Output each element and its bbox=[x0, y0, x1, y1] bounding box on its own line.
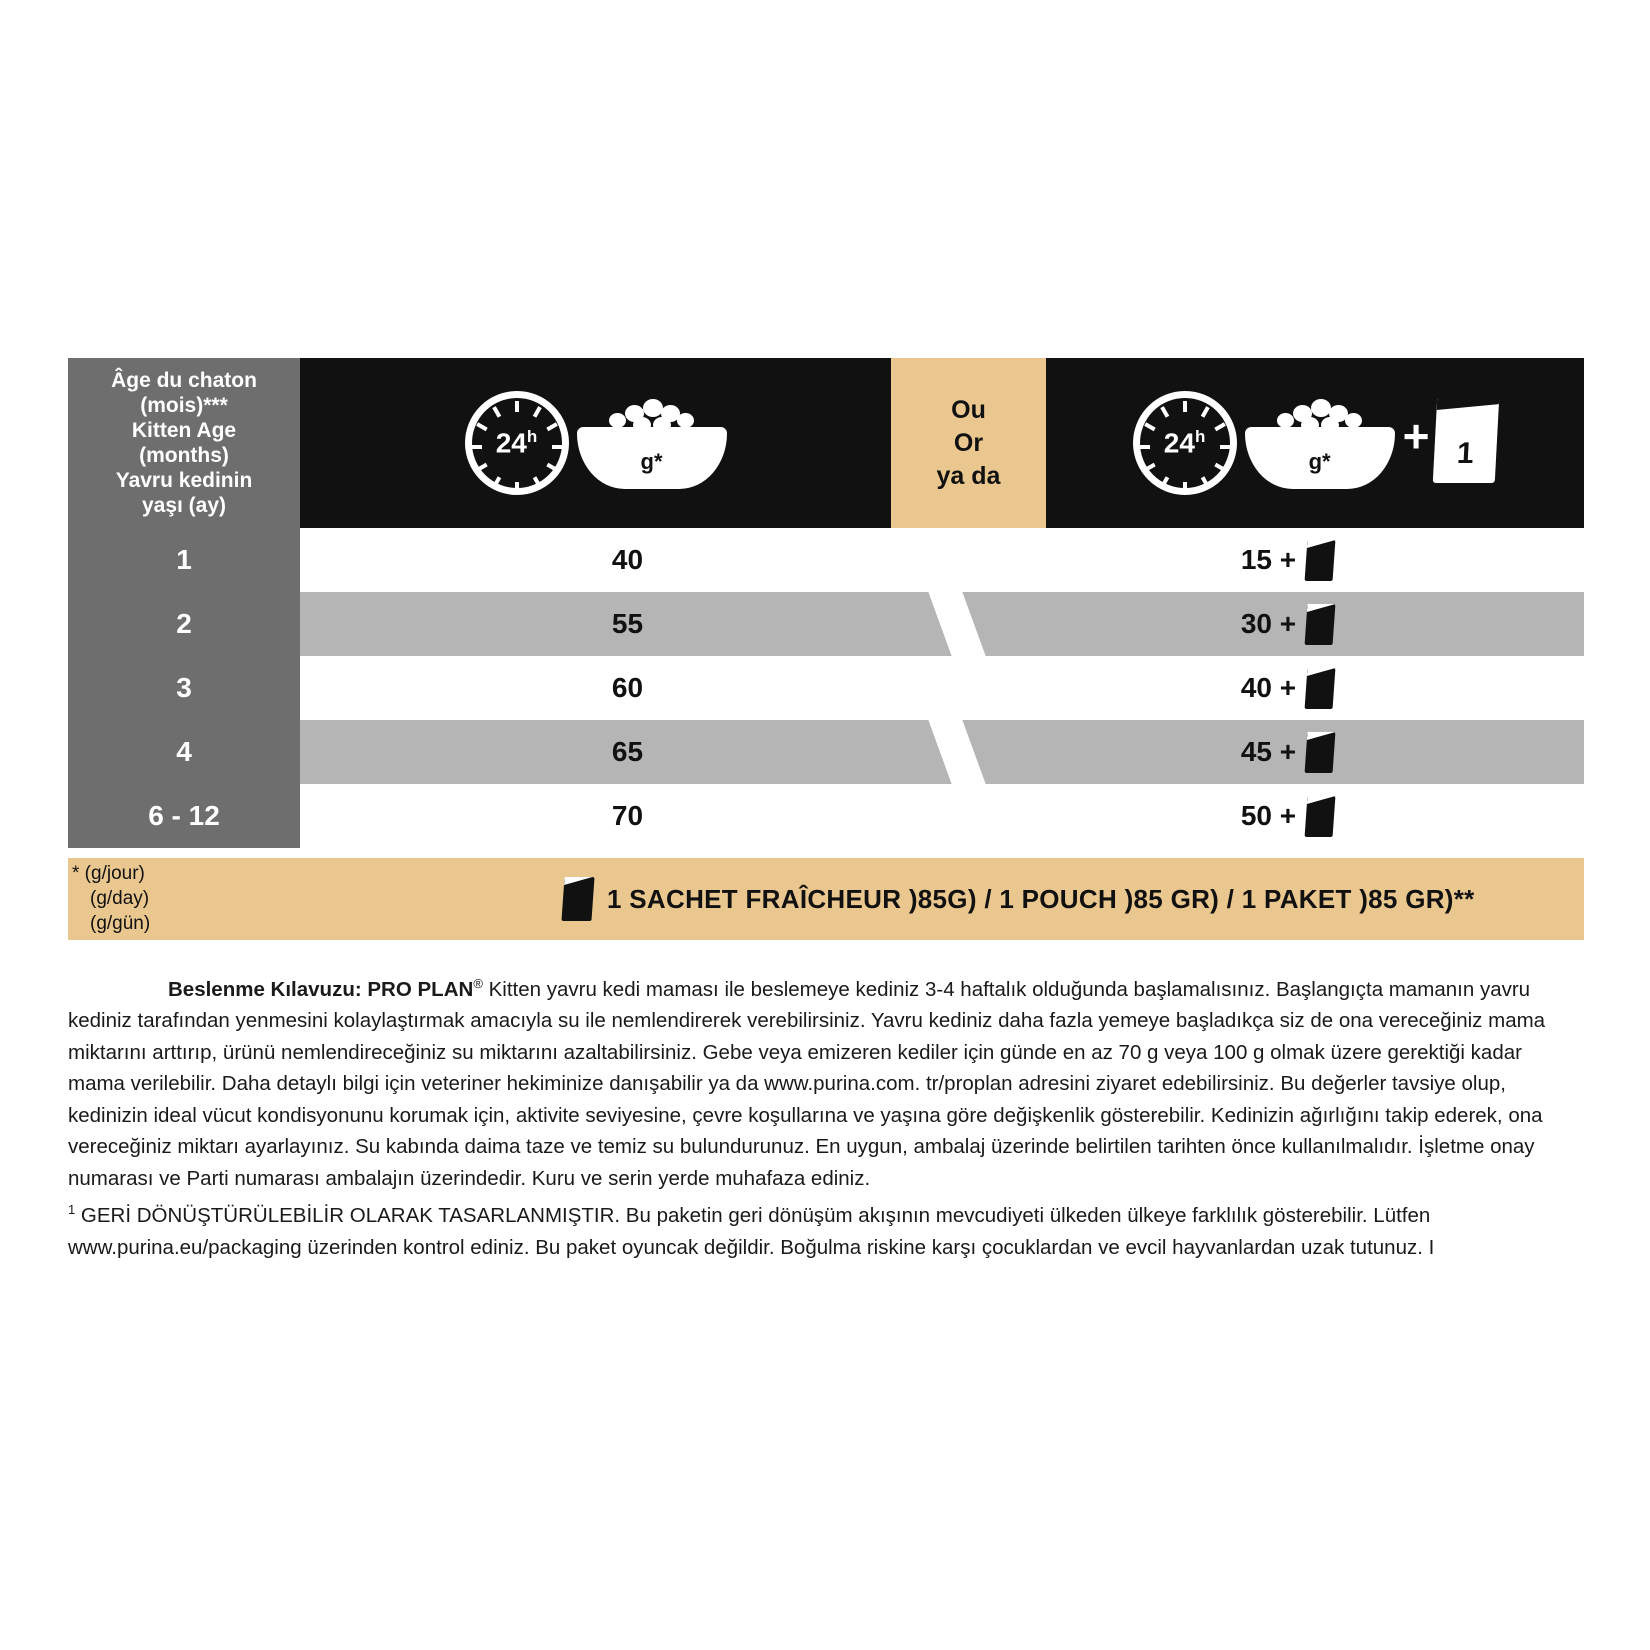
age-header-line-5: Yavru kedinin bbox=[115, 469, 253, 492]
pouch-icon-small bbox=[1305, 796, 1336, 837]
pouch-icon-small bbox=[1305, 540, 1336, 581]
age-cell: 6 - 12 bbox=[148, 800, 220, 831]
age-cell: 1 bbox=[176, 544, 192, 575]
table-body bbox=[300, 528, 1584, 848]
pouch-description bbox=[563, 858, 1475, 940]
bowl-grams-label-2: g* bbox=[1308, 449, 1331, 474]
age-cell: 2 bbox=[176, 608, 192, 639]
clock-hour-suffix: h bbox=[526, 426, 538, 446]
or-label-tr: ya da bbox=[936, 461, 1001, 490]
guide-body-first: Kitten yavru kedi maması ile beslemeye kediniz 3-4 haftalık olduğunda başlamalısınız. Başlangıçta mamanın yavru kediniz tarafından yenmesini kolaylaştırmak amacıyla su ile nemlendirerek verebilirsiniz. Yavru kediniz daha fazla yemeye başladıkça siz de ona vereceğiniz mama miktarını arttırıp, ürünü nemlendireceğiniz su miktarını azaltabilirsiniz. Gebe veya emizeren kediler için günde en az 70 g veya 100 g olmak üzere gerektiği kadar mama verilebilir. Daha detaylı bilgi için veteriner hekiminize danışabilir ya da www.purina.com. tr/proplan adresini ziyaret edebilirsiniz. Bu değerler tavsiye olup, kedinizin ideal vücut kondisyonunu korumak için, aktivite seviyesine, çevre koşullarına ve yaşına göre değişkenlik gösterebilir. Kedinizin ağırlığını takip ederek, ona vereceğiniz miktarı ayarlayınız. Su kabında daima taze ve temiz su bulundurunuz. En uygun, ambalaj üzerinde belirtilen tarihten önce kullanılmalıdır. İşletme onay numarası ve Parti numarası ambalajın üzerindedir. Kuru ve serin yerde muhafaza ediniz. bbox=[68, 977, 1546, 1190]
food-bowl-icon-2 bbox=[1245, 395, 1395, 491]
clock-24h-icon-2 bbox=[1133, 391, 1237, 495]
age-cell: 4 bbox=[176, 736, 192, 767]
pouch-icon-small bbox=[1305, 668, 1336, 709]
mixed-amount-cell bbox=[991, 784, 1584, 848]
age-cell: 3 bbox=[176, 672, 192, 703]
or-label-fr: Ou bbox=[951, 395, 986, 424]
guide-paragraph bbox=[68, 968, 1580, 1263]
table-row bbox=[300, 656, 1584, 720]
food-bowl-icon bbox=[577, 395, 727, 491]
age-column bbox=[68, 358, 300, 848]
grams-unit-footnote bbox=[72, 861, 292, 936]
age-header-line-6: yaşı (ay) bbox=[141, 494, 227, 517]
pouch-icon bbox=[1433, 397, 1500, 483]
registered-mark: ® bbox=[473, 976, 483, 991]
dry-amount-cell: 70 bbox=[611, 800, 644, 831]
clock-24h-icon bbox=[465, 391, 569, 495]
pouch-description-text: 1 SACHET FRAÎCHEUR )85G) / 1 POUCH )85 GR) / 1 PAKET )85 GR)** bbox=[607, 883, 1475, 914]
pouch-count-label: 1 bbox=[1456, 437, 1475, 470]
dry-food-icon-group bbox=[300, 358, 891, 528]
clock-label: 24 bbox=[495, 427, 527, 459]
plus-icon: + bbox=[1402, 410, 1430, 462]
grams-unit-line-2: (g/day) bbox=[90, 888, 150, 909]
dry-amount-cell: 60 bbox=[611, 672, 644, 703]
table-row bbox=[300, 592, 1584, 656]
mixed-amount-cell bbox=[991, 592, 1584, 656]
or-label-en: Or bbox=[953, 428, 984, 457]
bowl-grams-label: g* bbox=[640, 449, 663, 474]
age-header-line-4: (months) bbox=[139, 444, 229, 467]
clock-hour-suffix-2: h bbox=[1194, 426, 1206, 446]
or-column-header bbox=[891, 358, 1046, 528]
guide-body-second: GERİ DÖNÜŞTÜRÜLEBİLİR OLARAK TASARLANMIŞTIR. Bu paketin geri dönüşüm akışının mevcudiyeti ülkeden ülkeye farklılık gösterebilir. Lütfen www.purina.eu/packaging üzerinden kontrol ediniz. Bu paket oyuncak değildir. Boğulma riskine karşı çocuklardan ve evcil hayvanlardan uzak tutunuz. I bbox=[68, 1204, 1435, 1259]
mixed-amount-value: 50 + bbox=[1240, 800, 1297, 831]
grams-unit-line-1: * (g/jour) bbox=[72, 863, 145, 884]
guide-footnote-marker: 1 bbox=[68, 1202, 76, 1218]
mixed-amount-value: 45 + bbox=[1240, 736, 1297, 767]
pouch-footnote-strip bbox=[68, 858, 1584, 940]
mixed-amount-value: 30 + bbox=[1240, 608, 1297, 639]
dry-amount-cell: 65 bbox=[611, 736, 644, 767]
age-header-line-2: (mois)*** bbox=[140, 394, 228, 417]
table-row bbox=[300, 784, 1584, 848]
mixed-amount-value: 15 + bbox=[1240, 544, 1297, 575]
guide-label: Beslenme Kılavuzu: bbox=[168, 977, 362, 1001]
mixed-amount-cell bbox=[991, 656, 1584, 720]
table-row bbox=[300, 720, 1584, 784]
age-header-line-3: Kitten Age bbox=[131, 419, 237, 442]
mixed-feeding-icon-group bbox=[1046, 358, 1584, 528]
dry-amount-cell: 40 bbox=[611, 544, 644, 575]
age-header-line-1: Âge du chaton bbox=[111, 369, 257, 392]
clock-label-2: 24 bbox=[1163, 427, 1195, 459]
mixed-amount-cell bbox=[991, 720, 1584, 784]
mixed-amount-value: 40 + bbox=[1240, 672, 1297, 703]
dry-amount-cell: 55 bbox=[611, 608, 644, 639]
brand-name: PRO PLAN bbox=[367, 977, 474, 1001]
feeding-guide-text bbox=[68, 968, 1580, 1263]
table-row bbox=[300, 528, 1584, 592]
pouch-icon-footnote bbox=[561, 877, 594, 921]
mixed-amount-cell bbox=[991, 528, 1584, 592]
pouch-icon-small bbox=[1305, 732, 1336, 773]
grams-unit-line-3: (g/gün) bbox=[90, 913, 151, 934]
pouch-icon-small bbox=[1305, 604, 1336, 645]
age-column-header bbox=[68, 358, 300, 528]
